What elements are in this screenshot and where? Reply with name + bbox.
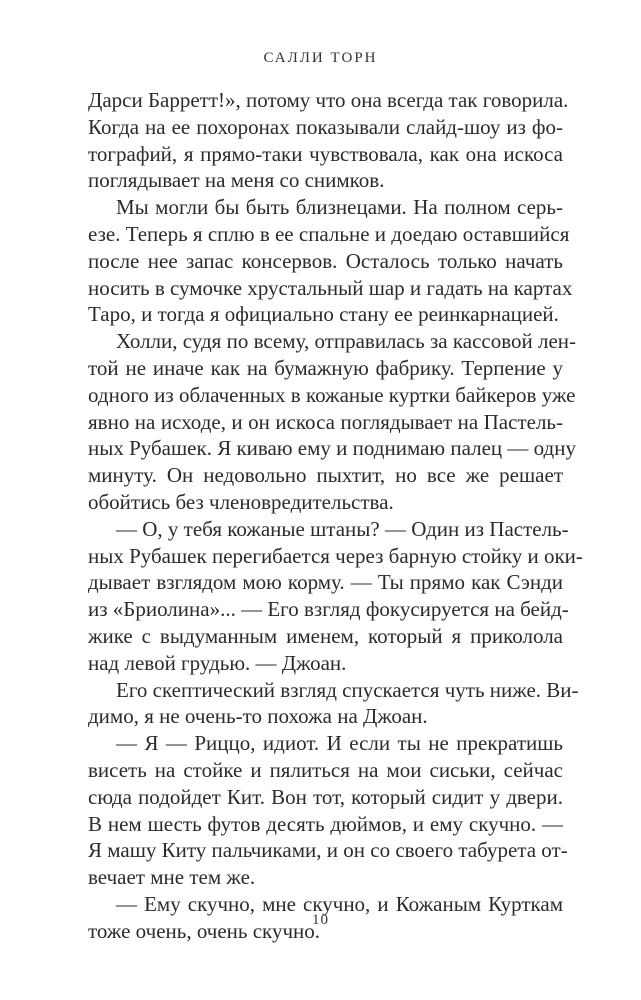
text-line: вечает мне тем же.: [88, 865, 256, 890]
text-line: Я машу Киту пальчиками, и он со своего табурета от-: [88, 838, 568, 863]
text-line: димо, я не очень-то похожа на Джоан.: [88, 704, 428, 729]
paragraph-first-line: — Ему скучно, мне скучно, и Кожаным Курткам: [116, 891, 563, 916]
paragraph-first-line: — Я — Риццо, идиот. И если ты не прекратишь: [116, 731, 563, 756]
text-line: одного из облаченных в кожаные куртки байкеров уже: [88, 382, 576, 407]
text-line: дывает взглядом мою корму. — Ты прямо как Сэнди: [88, 570, 563, 595]
running-head: САЛЛИ ТОРН: [263, 50, 378, 66]
text-line: жике с выдуманным именем, который я приколола: [88, 623, 563, 648]
text-line: тоже очень, очень скучно.: [88, 918, 321, 943]
text-line: тографий, я прямо-таки чувствовала, как она искоса: [88, 141, 563, 166]
text-line: из «Бриолина»... — Его взгляд фокусируется на бейд-: [88, 597, 569, 622]
body-text: [88, 87, 583, 945]
text-line: над левой грудью. — Джоан.: [88, 650, 347, 675]
text-line: явно на исходе, и он искоса поглядывает на Пастель-: [88, 409, 563, 434]
text-line: висеть на стойке и пялиться на мои сиськи, сейчас: [88, 757, 563, 782]
text-line: ных Рубашек. Я киваю ему и поднимаю палец — одну: [88, 436, 576, 461]
text-line: езе. Теперь я сплю в ее спальне и доедаю оставшийся: [88, 221, 570, 246]
paragraph-first-line: Его скептический взгляд спускается чуть ниже. Ви-: [116, 677, 579, 702]
text-line: В нем шесть футов десять дюймов, и ему скучно. —: [88, 811, 563, 836]
text-line: сюда подойдет Кит. Вон тот, который сидит у двери.: [88, 784, 563, 809]
text-line: Когда на ее похоронах показывали слайд-шоу из фо-: [88, 114, 563, 139]
text-line: носить в сумочке хрустальный шар и гадать на картах: [88, 275, 573, 300]
text-line: ных Рубашек перегибается через барную стойку и оки-: [88, 543, 583, 568]
paragraph-first-line: — О, у тебя кожаные штаны? — Один из Пастель-: [116, 516, 569, 541]
text-line: поглядывает на меня со снимков.: [88, 168, 385, 193]
text-line: Таро, и тогда я официально стану ее реинкарнацией.: [88, 302, 559, 327]
paragraph-first-line: Холли, судя по всему, отправилась за кассовой лен-: [116, 329, 577, 354]
paragraph-first-line: Мы могли бы быть близнецами. На полном серь-: [116, 195, 563, 220]
page-number: 10: [312, 912, 329, 928]
text-line: минуту. Он недовольно пыхтит, но все же решает: [88, 463, 563, 488]
text-line: той не иначе как на бумажную фабрику. Терпение у: [88, 355, 563, 380]
text-line: Дарси Барретт!», потому что она всегда так говорила.: [88, 88, 569, 112]
text-line: после нее запас консервов. Осталось только начать: [88, 248, 563, 273]
text-line: обойтись без членовредительства.: [88, 489, 394, 514]
